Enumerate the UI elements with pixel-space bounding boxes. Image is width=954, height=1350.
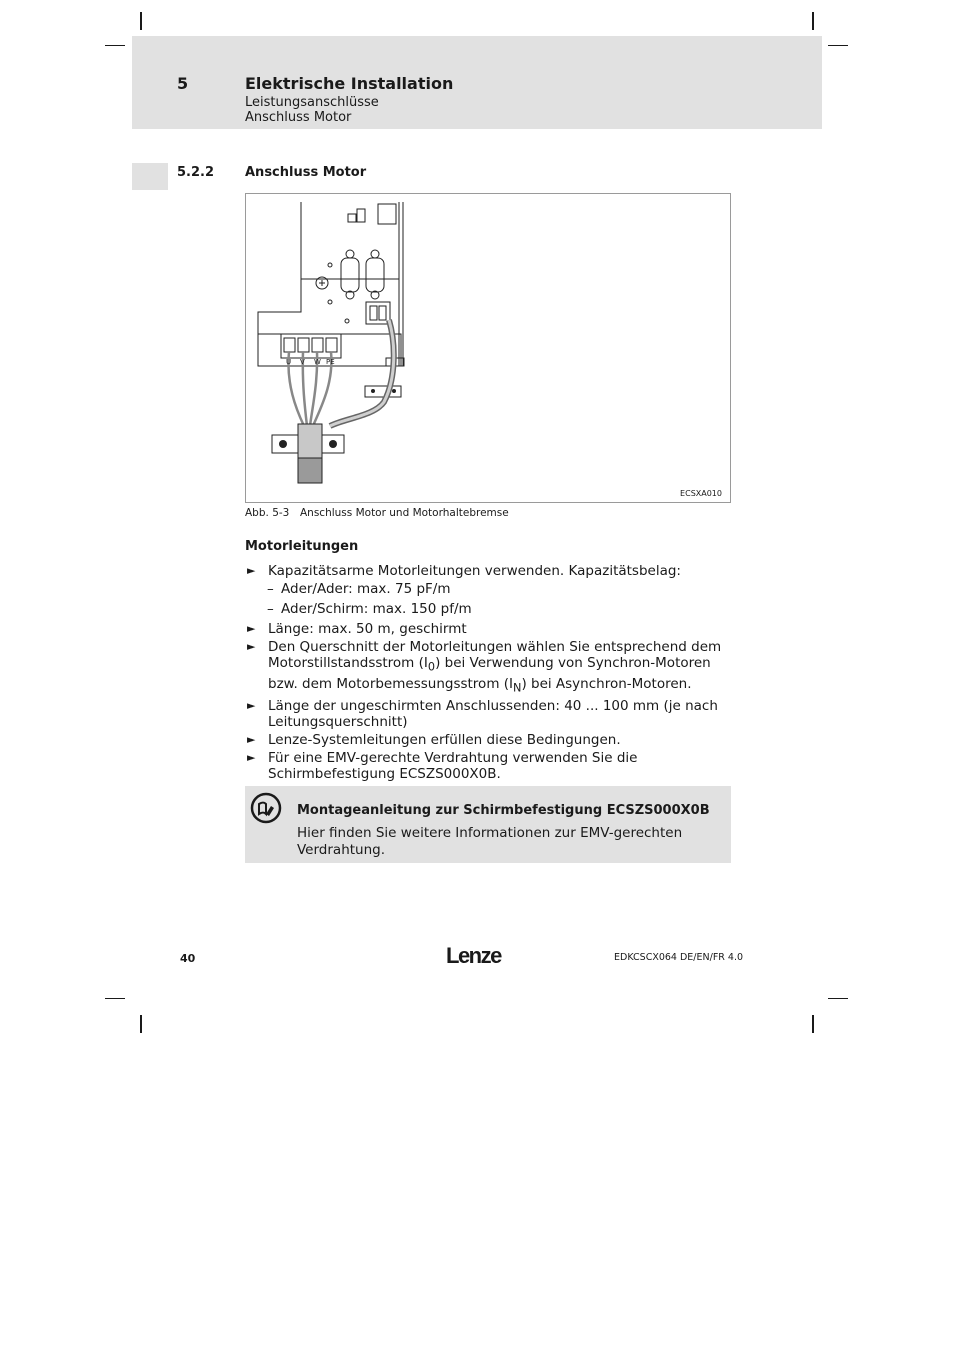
sub-list-item: – Ader/Schirm: max. 150 pf/m [267, 601, 472, 617]
terminal-label-pe: PE [326, 358, 335, 366]
crop-mark [105, 45, 125, 46]
note-box [245, 786, 731, 863]
motor-connection-figure [245, 193, 731, 503]
sub-list-item: – Ader/Ader: max. 75 pF/m [267, 581, 451, 597]
document-id: EDKCSCX064 DE/EN/FR 4.0 [614, 952, 744, 963]
terminal-label-w: W [314, 358, 321, 366]
chapter-number: 5 [177, 74, 189, 93]
section-number: 5.2.2 [177, 165, 215, 180]
dash-icon: – [267, 601, 274, 617]
list-item: ► Für eine EMV-gerechte Verdrahtung verwenden Sie die Schirmbefestigung ECSZS000X0B. [247, 750, 638, 783]
chapter-subtitle: Anschluss Motor [245, 110, 352, 125]
list-item: ► Kapazitätsarme Motorleitungen verwenden. Kapazitätsbelag: [247, 563, 681, 579]
subsection-heading: Motorleitungen [245, 539, 359, 554]
list-item: ► Lenze-Systemleitungen erfüllen diese Bedingungen. [247, 732, 621, 749]
bullet-arrow-icon: ► [247, 640, 256, 653]
crop-mark [828, 45, 848, 46]
chapter-subtitle: Leistungsanschlüsse [245, 95, 379, 110]
bullet-arrow-icon: ► [247, 564, 256, 577]
bullet-arrow-icon: ► [247, 699, 256, 713]
bullet-arrow-icon: ► [247, 622, 256, 635]
crop-mark [140, 12, 142, 30]
chapter-header-band [132, 36, 822, 129]
bullet-list [245, 563, 735, 784]
section-title: Anschluss Motor [245, 165, 367, 180]
list-item: ► Den Querschnitt der Motorleitungen wählen Sie entsprechend dem Motorstillstandsstrom $(I_0)$ bei Verwendung von Synchron-Motoren bzw. dem Motorbemessungsstrom $(I_N)$ bei Asynchron-Motoren. [247, 639, 722, 695]
terminal-label-u: U [286, 358, 292, 366]
note-text: Hier finden Sie weitere Informationen zur EMV-gerechten Verdrahtung. [297, 825, 683, 858]
bullet-arrow-icon: ► [247, 751, 256, 765]
lenze-logo: Lenze [446, 943, 501, 968]
list-item: ► Länge der ungeschirmten Anschlussenden: 40 ... 100 mm (je nach Leitungsquerschnitt) [247, 698, 718, 731]
figure-caption-number: Abb. 5-3 [245, 507, 290, 519]
figure-caption: Anschluss Motor und Motorhaltebremse [300, 507, 509, 519]
list-item: ► Länge: max. 50 m, geschirmt [247, 621, 467, 637]
dash-icon: – [267, 581, 274, 597]
crop-mark [812, 1015, 814, 1033]
bullet-arrow-icon: ► [247, 733, 256, 747]
crop-mark [812, 12, 814, 30]
crop-mark [140, 1015, 142, 1033]
chapter-title: Elektrische Installation [245, 74, 454, 93]
crop-mark [828, 998, 848, 999]
terminal-label-v: V [300, 358, 305, 366]
figure-code: ECSXA010 [680, 489, 722, 498]
section-marker [132, 163, 168, 190]
motor-connection-drawing [246, 194, 732, 504]
crop-mark [105, 998, 125, 999]
note-title: Montageanleitung zur Schirmbefestigung ECSZS000X0B [297, 803, 710, 818]
book-hand-icon [250, 792, 282, 824]
page-number: 40 [180, 952, 196, 965]
